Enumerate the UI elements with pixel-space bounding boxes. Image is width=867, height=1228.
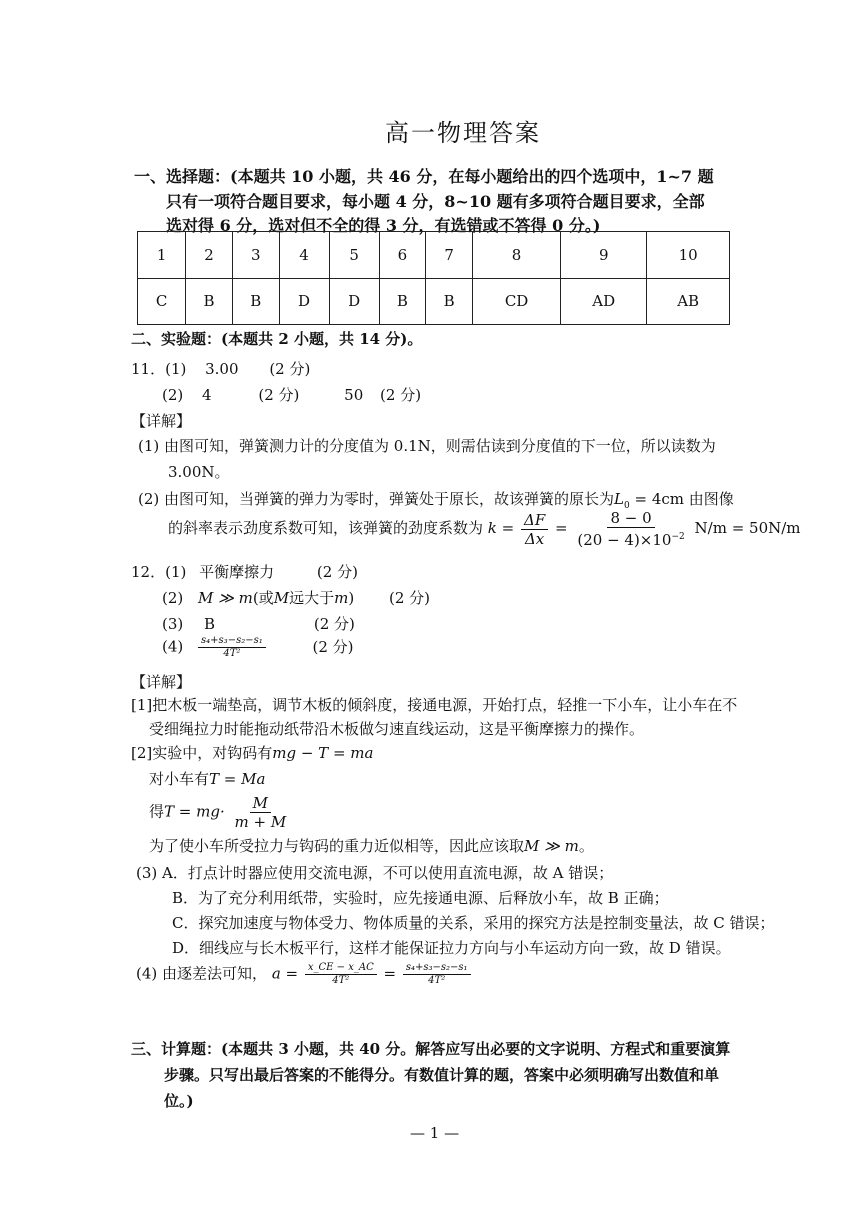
fraction-numerator: M (250, 794, 271, 813)
q11-detail-2a (138, 488, 734, 511)
fraction-s (403, 962, 471, 987)
q12-answer-1: 平衡摩擦力 (199, 563, 275, 581)
q11-detail-label: 【详解】 (131, 412, 192, 430)
section1-line1: 一、选择题：(本题共 10 小题，共 46 分，在每小题给出的四个选项中，1~7 题 (134, 167, 714, 186)
section3-line3: 位。) (164, 1092, 194, 1110)
q12-para-2-text: [2]实验中，对钩码有 (131, 744, 273, 762)
q12-answer-3: B (204, 615, 216, 633)
q11-label: 11．(1) (131, 360, 187, 378)
fraction-denominator: 4T² (428, 975, 446, 986)
section1-line3: 选对得 6 分，选对但不全的得 3 分，有选错或不答得 0 分。) (166, 216, 601, 235)
fraction-x (305, 962, 377, 987)
q12-option-3D: D．细线应与长木板平行，这样才能保证拉力方向与小车运动方向一致，故 D 错误。 (172, 939, 731, 957)
q12-para-4-text: 得 (149, 802, 165, 821)
answer-table-numbers-row (138, 232, 730, 279)
fraction-numerator: 8 − 0 (607, 509, 654, 528)
table-cell: 1 (138, 232, 186, 279)
table-cell: 2 (186, 232, 233, 279)
q12-points-3: (2 分) (313, 615, 355, 633)
fraction-denominator: 4T² (223, 648, 241, 659)
formula-mg-T-ma: mg − T = ma (272, 744, 374, 762)
q12-label: 12．(1) (131, 563, 187, 581)
q11-answer-2: 4 (202, 386, 212, 404)
q11-answer-3: 50 (344, 386, 364, 404)
q12-option-3C: C．探究加速度与物体受力、物体质量的关系，采用的探究方法是控制变量法，故 C 错误； (172, 914, 775, 932)
fraction-M-mM (232, 794, 290, 831)
q12-answer-2-mid: 远大于 (289, 589, 335, 607)
q12-answer-2-close: ) (348, 589, 355, 607)
q12-option-3A: (3) A．打点计时器应使用交流电源，不可以使用直流电源，故 A 错误； (136, 864, 614, 882)
q12-para-4 (149, 794, 291, 831)
q12-sub-label-4: (4) (162, 637, 184, 656)
q12-para-1b: 受细绳拉力时能拖动纸带沿木板做匀速直线运动，这是平衡摩擦力的操作。 (149, 720, 645, 738)
q11-detail-1a: (1) 由图可知，弹簧测力计的分度值为 0.1N，则需估读到分度值的下一位，所以读数为 (138, 437, 716, 455)
fraction-numerator: x_CE − x_AC (305, 962, 377, 975)
q12-option-4: (4) 由逐差法可知， a = $\frac{x\_CE - x\_AC}{\text{4T²}}$ = $\frac{\text{s₄+s₃−s₂−s₁}}{\text{4T²}}$ (136, 962, 473, 987)
section3-line2: 步骤。只写出最后答案的不能得分。有数值计算的题，答案中必须明确写出数值和单 (164, 1066, 720, 1084)
section2-heading: 二、实验题：(本题共 2 小题，共 14 分)。 (131, 330, 423, 348)
table-cell: D (329, 278, 379, 325)
q12-para-3 (149, 768, 265, 789)
q11-line2 (162, 384, 421, 405)
q12-para-5 (149, 835, 594, 856)
table-cell: AD (561, 278, 647, 325)
formula-k: k (487, 519, 497, 537)
q12-line3 (162, 613, 355, 634)
table-cell: CD (472, 278, 560, 325)
q12-para-5-end: 。 (578, 837, 594, 855)
q11-line1 (131, 358, 310, 379)
q12-para-1a: [1]把木板一端垫高，调节木板的倾斜度，接通电源，开始打点，轻推一下小车，让小车在不 (131, 696, 738, 714)
formula-L0 (614, 490, 685, 511)
formula-T-Ma: T = Ma (209, 770, 266, 788)
fraction-denominator: 4T² (332, 975, 350, 986)
fraction-numerator: ΔF (521, 511, 548, 530)
table-cell: C (138, 278, 186, 325)
formula-unit: N/m = 50N/m (694, 519, 801, 537)
q11-points-2: (2 分) (258, 386, 300, 404)
q12-detail-label: 【详解】 (131, 673, 192, 691)
fraction-numerator: s₄+s₃−s₂−s₁ (198, 635, 266, 648)
q12-points-2: (2 分) (388, 589, 430, 607)
fraction-denominator: Δx (524, 529, 545, 548)
fraction-denominator (574, 528, 687, 549)
q11-detail-2b: 的斜率表示劲度系数可知，该弹簧的劲度系数为 k = $\frac{\Delta F}{\Delta x}$ = $\frac{8 - 0}{(20 - 4)\times 10^{-2}}$ N/m = 50N/m (168, 509, 801, 549)
table-cell: B (426, 278, 473, 325)
section1-line2: 只有一项符合题目要求，每小题 4 分，8~10 题有多项符合题目要求，全部 (166, 192, 705, 211)
section3-line1: 三、计算题：(本题共 3 小题，共 40 分。解答应写出必要的文字说明、方程式和重要演算 (131, 1040, 731, 1058)
answer-table-answers-row (138, 278, 730, 325)
q12-line2 (162, 587, 430, 608)
table-cell: B (232, 278, 279, 325)
q12-answer-2-m: m (334, 589, 349, 607)
table-cell: 9 (561, 232, 647, 279)
den-base: (20 − 4)×10 (577, 531, 672, 549)
q11-detail-2b-text: 的斜率表示劲度系数可知，该弹簧的劲度系数为 (168, 519, 484, 537)
formula-T: T = mg· (164, 802, 225, 821)
q11-answer-1: 3.00 (205, 360, 239, 378)
q12-option-3B: B．为了充分利用纸带，实验时，应先接通电源、后释放小车，故 B 正确； (172, 889, 669, 907)
q12-option-4-text: (4) 由逐差法可知， (136, 964, 268, 983)
page-title: 高一物理答案 (385, 119, 541, 147)
table-cell: 3 (232, 232, 279, 279)
q12-answer-2: M ≫ m (198, 589, 253, 607)
q12-answer-2-paren: (或 (252, 589, 274, 607)
q12-points-4: (2 分) (312, 637, 354, 656)
fraction-denominator: m + M (234, 813, 287, 831)
table-cell: 4 (279, 232, 329, 279)
page-number: — 1 — (410, 1124, 460, 1142)
table-cell: 7 (426, 232, 473, 279)
answer-table (137, 231, 730, 325)
q12-para-2 (131, 742, 373, 763)
table-cell: B (379, 278, 426, 325)
q12-sub-label-3: (3) (162, 615, 184, 633)
q12-answer-2-M: M (273, 589, 290, 607)
formula-a: a = (271, 964, 299, 983)
q12-line4 (162, 635, 354, 660)
q12-answer-4-fraction (198, 635, 266, 660)
q11-points-3: (2 分) (380, 386, 422, 404)
den-exponent: −2 (671, 532, 685, 542)
formula-L-sub: 0 (624, 501, 630, 511)
table-cell: D (279, 278, 329, 325)
table-cell: 6 (379, 232, 426, 279)
table-cell: AB (647, 278, 730, 325)
table-cell: 5 (329, 232, 379, 279)
q11-sub-label: (2) (162, 386, 184, 404)
q11-points-1: (2 分) (269, 360, 311, 378)
q12-para-5-text: 为了使小车所受拉力与钩码的重力近似相等，因此应该取 (149, 837, 525, 855)
fraction-dF-dx (521, 511, 548, 548)
fraction-numerator: s₄+s₃−s₂−s₁ (403, 962, 471, 975)
q11-detail-2a-end: 由图像 (688, 490, 734, 508)
q11-detail-1b: 3.00N。 (168, 463, 230, 481)
fraction-values (574, 509, 687, 549)
q12-para-3-text: 对小车有 (149, 770, 210, 788)
table-cell: 10 (647, 232, 730, 279)
formula-L-eq: = 4cm (629, 490, 685, 508)
q12-points-1: (2 分) (316, 563, 358, 581)
q11-detail-2a-text: (2) 由图可知，当弹簧的弹力为零时，弹簧处于原长，故该弹簧的原长为 (138, 490, 615, 508)
table-cell: B (186, 278, 233, 325)
formula-M-gg-m: M ≫ m (524, 837, 579, 855)
formula-L: L (614, 490, 624, 508)
q12-line1 (131, 561, 358, 582)
table-cell: 8 (472, 232, 560, 279)
q12-sub-label-2: (2) (162, 589, 184, 607)
